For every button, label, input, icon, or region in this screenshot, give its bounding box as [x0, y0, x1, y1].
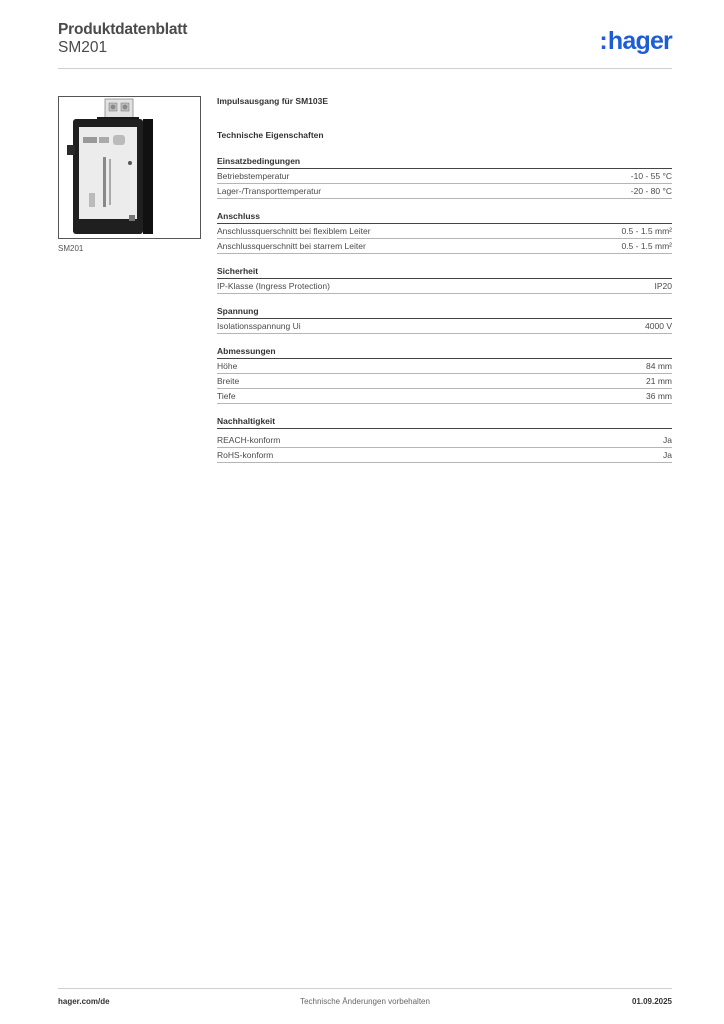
spec-label: Isolationsspannung Ui [217, 321, 301, 331]
spec-value: 21 mm [646, 376, 672, 386]
group-title: Anschluss [217, 211, 672, 224]
spec-group-sustainability [217, 416, 672, 463]
spec-label: Lager-/Transporttemperatur [217, 186, 322, 196]
image-caption: SM201 [58, 244, 84, 253]
spec-row [217, 359, 672, 374]
spec-label: RoHS-konform [217, 450, 274, 460]
spec-value: Ja [663, 450, 672, 460]
spec-row [217, 389, 672, 404]
spec-label: Anschlussquerschnitt bei starrem Leiter [217, 241, 366, 251]
spec-value: -10 - 55 °C [630, 171, 672, 181]
spec-group-dimensions [217, 346, 672, 404]
spec-row [217, 279, 672, 294]
spec-row [217, 448, 672, 463]
spec-group-connection [217, 211, 672, 254]
spec-value: IP20 [654, 281, 672, 291]
spec-row [217, 374, 672, 389]
footer-date: 01.09.2025 [631, 997, 672, 1006]
group-title: Spannung [217, 306, 672, 319]
group-title: Einsatzbedingungen [217, 156, 672, 169]
spec-group-operating-conditions [217, 156, 672, 199]
hager-logo: :hager [599, 27, 672, 55]
page-header [58, 20, 672, 66]
spec-value: 84 mm [646, 361, 672, 371]
product-photo-illustration [59, 97, 201, 239]
spec-label: IP-Klasse (Ingress Protection) [217, 281, 330, 291]
document-title: Produktdatenblatt [58, 21, 188, 38]
page-footer [58, 997, 672, 1011]
spec-group-voltage [217, 306, 672, 334]
spec-row [217, 433, 672, 448]
spec-row [217, 169, 672, 184]
spec-row [217, 239, 672, 254]
group-title: Sicherheit [217, 266, 672, 279]
group-title: Nachhaltigkeit [217, 416, 672, 429]
spec-value: 0.5 - 1.5 mm² [621, 241, 672, 251]
spec-value: 0.5 - 1.5 mm² [621, 226, 672, 236]
group-title: Abmessungen [217, 346, 672, 359]
product-description: Impulsausgang für SM103E [217, 96, 328, 106]
spec-value: 4000 V [645, 321, 672, 331]
spec-label: Tiefe [217, 391, 236, 401]
logo-text: hager [607, 27, 672, 55]
spec-group-safety [217, 266, 672, 294]
spec-value: 36 mm [646, 391, 672, 401]
spec-label: Höhe [217, 361, 238, 371]
spec-label: Breite [217, 376, 240, 386]
spec-value: Ja [663, 435, 672, 445]
spec-row [217, 184, 672, 199]
product-image [58, 96, 201, 239]
spec-row [217, 224, 672, 239]
technical-properties-heading: Technische Eigenschaften [217, 130, 324, 140]
spec-label: Betriebstemperatur [217, 171, 290, 181]
header-divider [58, 68, 672, 69]
product-code: SM201 [58, 39, 108, 56]
footer-divider [58, 988, 672, 989]
spec-label: Anschlussquerschnitt bei flexiblem Leiter [217, 226, 371, 236]
specifications [217, 96, 672, 463]
footer-note: Technische Änderungen vorbehalten [300, 997, 430, 1006]
spec-value: -20 - 80 °C [630, 186, 672, 196]
spec-row [217, 319, 672, 334]
spec-label: REACH-konform [217, 435, 281, 445]
footer-website-link[interactable]: hager.com/de [58, 997, 110, 1006]
